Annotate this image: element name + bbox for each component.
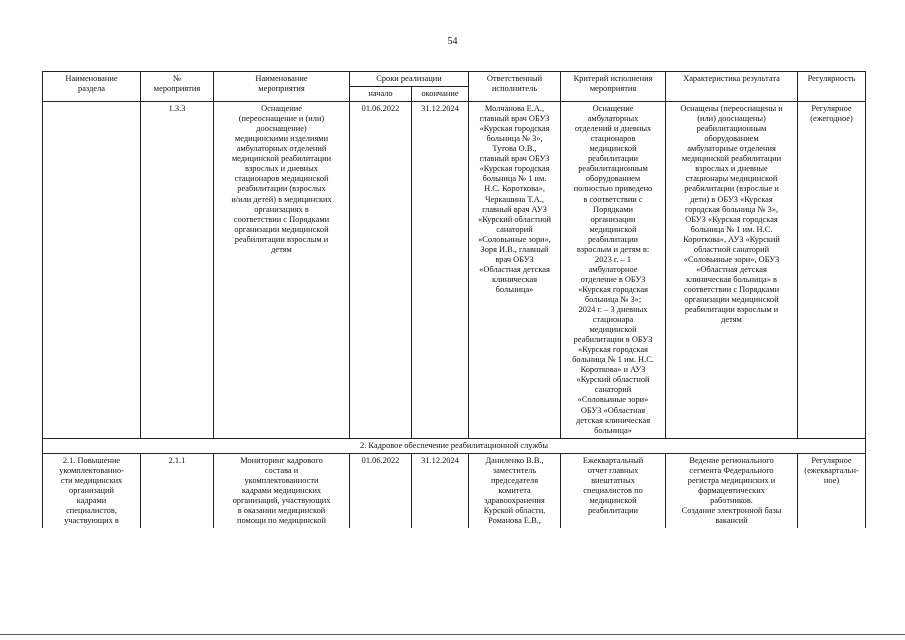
- cell-responsible: Даниленко В.В., заместитель председателя комитета здравоохранения Курской области, Романова Е.В.,: [469, 453, 561, 528]
- header-end: окончание: [412, 87, 469, 102]
- section-row: [43, 438, 866, 453]
- table-row: [43, 102, 866, 439]
- table-row: [43, 453, 866, 528]
- cell-number: 2.1.1: [141, 453, 214, 528]
- cell-result: Оснащены (переоснащены и (или) дооснащены) реабилитационным оборудованием амбулаторные отделения медицинской реабилитации взрослых и дневные стационары медицинской реабилитации (взрослые и дети) в ОБУЗ «Курская городская больница № 3», ОБУЗ «Курская городская больница № 1 им. Н.С. Короткова», АУЗ «Курский областной санаторий «Соловьиные зори», ОБУЗ «Областная детская клиническая больница» в соответствии с Порядками организации медицинской реабилитации взрослым и детям: [666, 102, 798, 439]
- header-regularity: Регулярность: [798, 72, 866, 102]
- header-section-name: Наименование раздела: [43, 72, 141, 102]
- header-responsible: Ответственный исполнитель: [469, 72, 561, 102]
- header-deadlines: Сроки реализации: [350, 72, 469, 87]
- cell-number: 1.3.3: [141, 102, 214, 439]
- section-title: 2. Кадровое обеспечение реабилитационной службы: [43, 438, 866, 453]
- header-criterion: Критерий исполнения мероприятия: [561, 72, 666, 102]
- cell-event: Мониторинг кадрового состава и укомплектованности кадрами медицинских организаций, участвующих в оказании медицинской помощи по медицинской: [214, 453, 350, 528]
- header-result: Характеристика результата: [666, 72, 798, 102]
- cell-result: Ведение регионального сегмента Федерального регистра медицинских и фармацевтических работников. Создание электронной базы вакансий: [666, 453, 798, 528]
- header-start: начало: [350, 87, 412, 102]
- page-number: 54: [447, 36, 458, 47]
- page-bottom-rule: [0, 634, 905, 635]
- cell-criterion: Оснащение амбулаторных отделений и дневных стационаров медицинской реабилитации реабилитационным оборудованием полностью приведено в соответствии с Порядками организации медицинской реабилитации взрослым и детям в: 2023 г. – 1 амбулаторное отделение в ОБУЗ «Курская городская больница № 3»; 2024 г. – 3 дневных стационара медицинской реабилитации в ОБУЗ «Курская городская больница № 1 им. Н.С. Короткова» и АУЗ «Курский областной санаторий «Соловьиные зори» ОБУЗ «Областная детская клиническая больница»: [561, 102, 666, 439]
- cell-end: 31.12.2024: [412, 102, 469, 439]
- cell-responsible: Молчанова Е.А., главный врач ОБУЗ «Курская городская больница № 3», Тутова О.В., главный врач ОБУЗ «Курская городская больница № 1 им. Н.С. Короткова», Черкашина Т.А., главный врач АУЗ «Курский областной санаторий «Соловьиные зори», Зоря И.В., главный врач ОБУЗ «Областная детская клиническая больница»: [469, 102, 561, 439]
- cell-criterion: Ежеквартальный отчет главных внештатных специалистов по медицинской реабилитации: [561, 453, 666, 528]
- activity-plan-table: [42, 71, 866, 528]
- cell-event: Оснащение (переоснащение и (или) дооснащение) медицинскими изделиями амбулаторных отделений медицинской реабилитации взрослых и дневных стационаров медицинской реабилитации (взрослых и/или детей) в медицинских организациях в соответствии с Порядками организации медицинской реабилитации взрослым и детям: [214, 102, 350, 439]
- cell-section: 2.1. Повышение укомплектованно- сти медицинских организаций кадрами специалистов, участвующих в: [43, 453, 141, 528]
- cell-start: 01.06.2022: [350, 453, 412, 528]
- header-event-number: № мероприятия: [141, 72, 214, 102]
- cell-section: [43, 102, 141, 439]
- header-event-name: Наименование мероприятия: [214, 72, 350, 102]
- cell-regularity: Регулярное (ежегодное): [798, 102, 866, 439]
- cell-start: 01.06.2022: [350, 102, 412, 439]
- cell-end: 31.12.2024: [412, 453, 469, 528]
- cell-regularity: Регулярное (ежеквартальн- ное): [798, 453, 866, 528]
- header-row: [43, 72, 866, 87]
